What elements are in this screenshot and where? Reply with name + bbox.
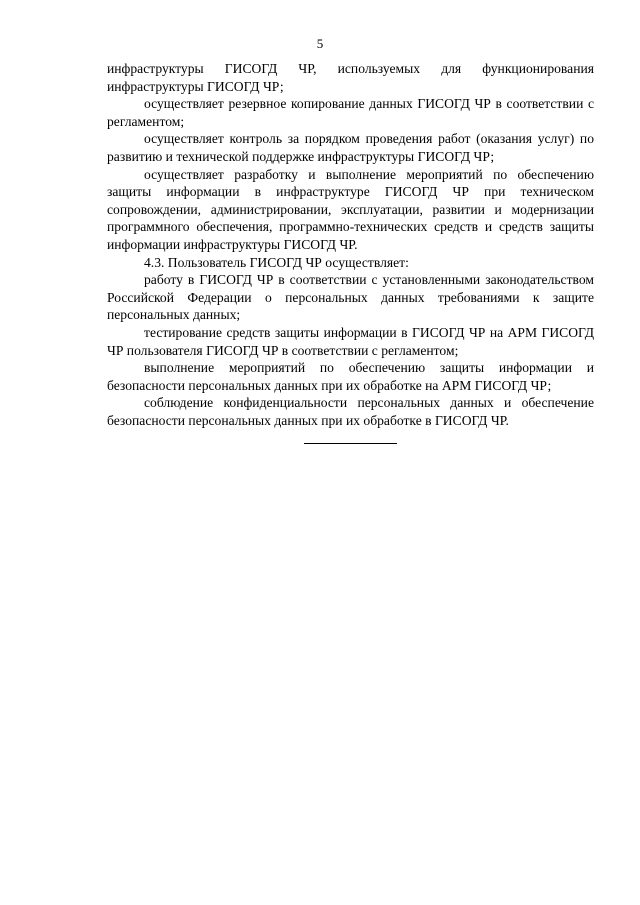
paragraph-user-measures: выполнение мероприятий по обеспечению защиты информации и безопасности персональных данных при их обработке на АРМ ГИСОГД ЧР; (107, 360, 594, 393)
paragraph-user-confidentiality: соблюдение конфиденциальности персональных данных и обеспечение безопасности персональных данных при их обработке в ГИСОГД ЧР. (107, 395, 594, 428)
paragraph-control: осуществляет контроль за порядком проведения работ (оказания услуг) по развитию и технической поддержке инфраструктуры ГИСОГД ЧР; (107, 131, 594, 164)
section-heading-4-3: 4.3. Пользователь ГИСОГД ЧР осуществляет: (144, 254, 409, 270)
end-of-document-rule (304, 443, 397, 444)
paragraph-infrastructure-continued: инфраструктуры ГИСОГД ЧР, используемых для функционирования инфраструктуры ГИСОГД ЧР; (107, 61, 594, 94)
paragraph-user-testing: тестирование средств защиты информации в ГИСОГД ЧР на АРМ ГИСОГД ЧР пользователя ГИСОГД ЧР в соответствии с регламентом; (107, 324, 594, 358)
document-body (107, 60, 594, 429)
paragraph-protection-measures: осуществляет разработку и выполнение мероприятий по обеспечению защиты информации в инфраструктуре ГИСОГД ЧР при техническом сопровождении, администрировании, эксплуатации, развитии и модернизации программного обеспечения, программно-технических средств и средств защиты информации инфраструктуры ГИСОГД ЧР. (107, 166, 594, 252)
page-number: 5 (316, 36, 324, 51)
paragraph-user-work: работу в ГИСОГД ЧР в соответствии с установленными законодательством Российской Федерации о персональных данных требованиями к защите персональных данных; (107, 272, 594, 323)
paragraph-backup: осуществляет резервное копирование данных ГИСОГД ЧР в соответствии с регламентом; (107, 96, 594, 129)
